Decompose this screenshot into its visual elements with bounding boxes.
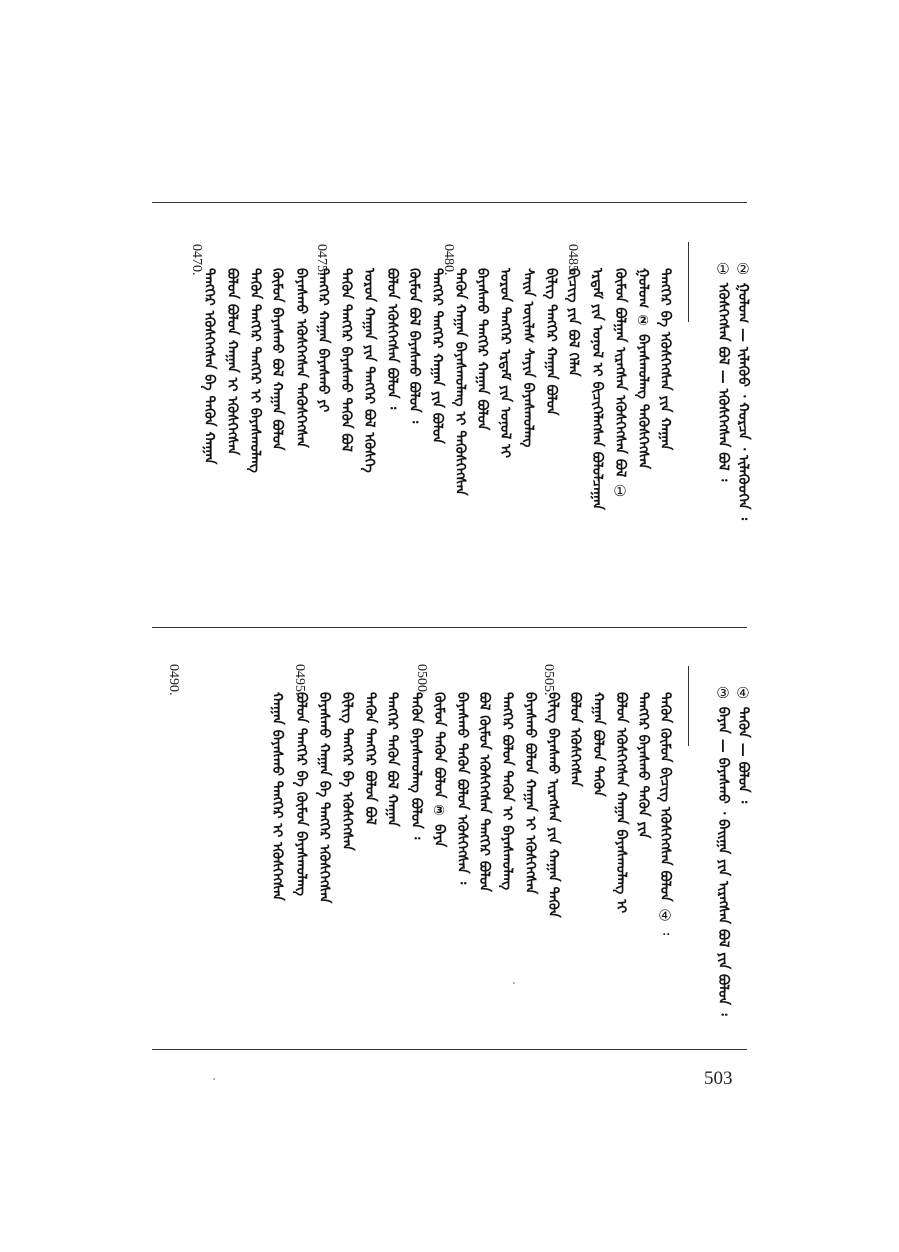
verse-line <box>449 268 471 496</box>
line-number: 0475. <box>314 244 329 276</box>
line-number: 0480. <box>441 244 456 276</box>
verse-line-text: ᠪᠢᠯᠢᠭ ᠲᠡᠩᠭᠡᠷ ᠪᠡ ᠡᠭᠦᠰᠬᠡᠭᠰᠡᠨ <box>339 692 355 851</box>
verse-line-text: ᠪᠢᠯᠢᠭ ᠲᠡᠩᠭᠡᠷ ᠬᠠᠭᠠᠨ ᠪᠣᠯᠤᠨ <box>543 268 559 416</box>
verse-line-text: ᠰᠠᠢᠨ ᠦᠢᠯᠡᠰ ᠰᠠᠶᠢᠨ ᠪᠠᠶᠠᠰᠬᠤᠯᠠᠩ <box>520 268 536 448</box>
verse-line-text: ᠡᠷᠳᠡᠮ ᠶᠢᠨ ᠣᠨᠣᠯ ᠢ ᠪᠢᠴᠢᠭᠡᠯᠡᠭᠰᠡᠨ ᠪᠣᠯᠤᠯᠴᠠᠭᠠᠨ <box>589 268 605 510</box>
footnote <box>712 260 734 481</box>
footnote-reference: ④ ᠄ <box>656 901 674 936</box>
verse-line-text: ᠲᠡᠩᠭᠡᠷ ᠬᠠᠭᠠᠨ ᠪᠠᠶᠠᠰᠬᠤ ᠶᠢ <box>315 268 331 413</box>
verse-line <box>381 268 403 409</box>
verse-line <box>198 268 220 464</box>
verse-line <box>519 692 541 894</box>
verse-line <box>426 268 448 444</box>
verse-line-text: ᠬᠦᠮᠦᠨ ᠲᠡᠭᠦᠨ ᠪᠣᠯᠤᠨ ③ ᠪᠠᠶᠠ <box>431 692 447 848</box>
line-number: 0505. <box>541 664 556 696</box>
verse-line <box>540 268 562 416</box>
footnote-text: ᠪᠠᠶᠠᠨ — ᠪᠠᠶᠠᠰᠬᠤ ᠂ ᠪᠠᠢᠭᠠ ᠶᠢᠨ ᠢᠷᠡᠭᠰᠡᠨ ᠪᠣᠯ ᠶᠢᠨ ᠪᠣᠯᠤᠨ ᠄ <box>715 706 731 1016</box>
verse-line <box>221 268 243 455</box>
line-number: 0485. <box>565 244 580 276</box>
scan-speck <box>213 1078 215 1080</box>
footnote-separator-top <box>688 242 689 322</box>
verse-line-text: ᠪᠠᠶᠠᠰᠬᠤ ᠲᠡᠩᠭᠡᠷ ᠬᠠᠭᠠᠨ ᠪᠣᠯᠤᠨ <box>474 268 490 431</box>
verse-line-text: ᠪᠠᠶᠠᠰᠬᠤ ᠲᠡᠭᠦᠨ ᠪᠣᠯᠤᠨ ᠡᠭᠦᠰᠬᠡᠭᠰᠡᠨ ᠄ <box>454 692 470 885</box>
verse-line-text: ᠪᠣᠯᠤᠨ ᠡᠭᠦᠰᠬᠡᠭᠰᠡᠨ <box>567 692 583 787</box>
verse-line-text: ᠪᠢᠴᠢᠭ ᠶᠢᠨ ᠪᠣᠯ ᠬᠡᠯᠡᠨ <box>565 268 581 377</box>
verse-line <box>473 692 495 892</box>
verse-line-text: ᠲᠡᠩᠭᠡᠷ ᠲᠡᠭᠦᠨ ᠪᠣᠯ ᠬᠠᠭᠠᠨ <box>384 692 400 827</box>
verse-line-text: ᠲᠡᠭᠦᠨ ᠲᠡᠩᠭᠡᠷ ᠪᠣᠯᠤᠨ ᠪᠣᠯ <box>362 692 378 825</box>
verse-line <box>632 268 654 469</box>
page-number: 503 <box>704 1068 733 1089</box>
top-divider <box>152 202 747 203</box>
verse-line-text: ᠬᠠᠭᠠᠨ ᠪᠠᠶᠠᠰᠬᠤ ᠲᠡᠩᠭᠡᠷ ᠢ ᠡᠭᠦᠰᠬᠡᠭᠰᠡᠨ <box>269 692 285 901</box>
verse-line <box>266 692 288 901</box>
verse-line <box>609 268 631 500</box>
verse-line <box>290 268 312 448</box>
verse-line <box>244 268 266 473</box>
verse-line-text: ᠪᠣᠯᠤᠨ ᠡᠭᠦᠰᠬᠡᠭᠰᠡᠨ ᠪᠣᠯᠤᠨ ᠄ <box>384 268 400 410</box>
verse-line-text: ᠬᠦᠮᠦᠨ ᠪᠠᠶᠠᠰᠬᠤ ᠪᠣᠯ ᠬᠠᠭᠠᠨ ᠪᠣᠯᠤᠨ <box>269 268 285 451</box>
verse-line <box>403 268 425 423</box>
line-number: 0495. <box>292 664 307 696</box>
line-number: 0500. <box>414 664 429 696</box>
footnote-text: ᠲᠡᠭᠦᠨ — ᠪᠣᠯᠤᠨ ᠄ <box>735 706 751 804</box>
footnote-marker: ① <box>714 260 732 283</box>
verse-line-text: ᠪᠠᠶᠠᠰᠬᠤ ᠪᠣᠯᠤᠨ ᠬᠠᠭᠠᠨ ᠢ ᠡᠭᠦᠰᠬᠡᠭᠰᠡᠨ <box>522 692 538 895</box>
verse-line-text: ᠲᠡᠩᠭᠡᠷ ᠪᠣᠯᠤᠨ ᠲᠡᠭᠦᠨ ᠢ ᠪᠠᠶᠠᠰᠬᠤᠯᠠᠩ <box>499 692 515 891</box>
verse-line-text: ᠪᠢᠯᠢᠭ ᠪᠠᠶᠠᠰᠬᠤ ᠢᠷᠡᠭᠰᠡᠨ ᠶᠢᠨ ᠬᠠᠭᠠᠨ ᠲᠡᠭᠦᠨ <box>545 692 561 918</box>
verse-line <box>359 692 381 825</box>
verse-line <box>471 268 493 430</box>
verse-line <box>290 692 312 896</box>
verse-line-text: ᠲᠡᠭᠦᠨ ᠲᠡᠩᠭᠡᠷ ᠲᠡᠩᠭᠡᠷ ᠢ ᠪᠠᠶᠠᠰᠬᠤᠯᠠᠩ <box>247 268 263 473</box>
verse-line-text: ᠪᠣᠯᠤᠨ ᠲᠡᠩᠭᠡᠷ ᠪᠡ ᠬᠦᠮᠦᠨ ᠪᠠᠶᠠᠰᠬᠤᠯᠠᠩ <box>293 692 309 897</box>
verse-line <box>336 692 358 851</box>
footnote-reference: ① <box>611 477 629 501</box>
verse-line <box>654 268 676 450</box>
verse-line-text: ᠪᠣᠯᠤᠨ ᠪᠣᠯᠤᠨ ᠬᠠᠭᠠᠨ ᠢ ᠡᠭᠦᠰᠬᠡᠭᠰᠡᠨ <box>224 268 240 456</box>
verse-line <box>654 692 676 935</box>
verse-line <box>494 268 516 458</box>
line-number: 0470. <box>189 244 204 276</box>
verse-line-text: ᠣᠷᠣᠨ ᠬᠠᠭᠠᠨ ᠶᠢᠨ ᠲᠡᠩᠭᠡᠷ ᠪᠣᠯ ᠡᠭᠦᠰᠬᠡ <box>361 268 377 473</box>
footnote-marker: ③ <box>714 684 732 707</box>
verse-line <box>542 692 564 918</box>
verse-line <box>313 692 335 903</box>
verse-line-text: ᠪᠣᠯᠤᠨ ᠡᠭᠦᠰᠬᠡᠭᠰᠡᠨ ᠬᠠᠭᠠᠨ ᠪᠠᠶᠠᠰᠬᠤᠯᠠᠩ ᠢ <box>613 692 629 914</box>
scan-speck <box>513 982 515 984</box>
verse-line-text: ᠲᠡᠭᠦᠨ ᠲᠡᠩᠭᠡᠷ ᠪᠠᠶᠠᠰᠬᠤ ᠲᠡᠭᠦᠨ ᠪᠣᠯ <box>338 268 354 452</box>
verse-line-text: ᠬᠠᠭᠠᠨ ᠪᠣᠯᠤᠨ ᠲᠡᠭᠦᠨ <box>590 692 606 797</box>
footnote <box>732 684 754 803</box>
verse-line <box>405 692 427 839</box>
verse-line <box>428 692 450 847</box>
verse-line-text: ᠪᠠᠶᠠᠰᠬᠤ ᠡᠭᠦᠰᠬᠡᠭᠰᠡᠨ ᠲᠡᠭᠦᠰᠬᠡᠭᠰᠡᠨ <box>293 268 309 448</box>
verse-line <box>358 268 380 473</box>
verse-line <box>451 692 473 884</box>
verse-line <box>586 268 608 510</box>
verse-line-text: ᠬᠦᠮᠦᠨ ᠪᠣᠯ ᠪᠠᠶᠠᠰᠬᠤ ᠪᠣᠯᠤᠨ ᠄ <box>406 268 422 424</box>
verse-line <box>632 692 654 838</box>
verse-line-text: ᠲᠡᠩᠭᠡᠷ ᠪᠡ ᠡᠭᠦᠰᠬᠡᠭᠰᠡᠨ ᠶᠢᠨ ᠬᠠᠭᠠᠨ <box>657 268 673 451</box>
verse-line-text: ᠲᠡᠩᠭᠡᠷ ᠲᠡᠩᠭᠡᠷ ᠬᠠᠭᠠᠨ ᠶᠢᠨ ᠪᠣᠯᠤᠨ <box>429 268 445 444</box>
verse-line <box>312 268 334 412</box>
middle-divider <box>152 627 747 628</box>
footnote <box>732 260 754 520</box>
verse-line <box>564 692 586 787</box>
verse-line-text: ᠲᠡᠩᠭᠡᠷ ᠪᠠᠶᠠᠰᠬᠤ ᠲᠡᠭᠦᠨ ᠶᠢᠨ <box>635 692 651 839</box>
verse-line <box>381 692 403 827</box>
footnote-text: ᠡᠭᠦᠰᠬᠡᠭᠰᠡᠨ ᠪᠣᠯ — ᠡᠭᠦᠰᠬᠡᠭᠰᠡᠨ ᠪᠣᠯ ᠄ <box>715 282 731 482</box>
verse-line-text: ᠲᠡᠭᠦᠨ ᠬᠠᠭᠠᠨ ᠪᠠᠶᠠᠰᠬᠤᠯᠠᠩ ᠢ ᠲᠡᠭᠦᠰᠬᠡᠭᠰᠡᠨ <box>452 268 468 496</box>
footnote-marker: ② <box>734 260 752 283</box>
verse-line-text: ᠲᠡᠩᠭᠡᠷ ᠡᠭᠦᠰᠬᠡᠭᠰᠡᠨ ᠪᠡ ᠲᠡᠭᠦᠨ ᠬᠠᠭᠠᠨ <box>201 268 217 465</box>
verse-line <box>335 268 357 452</box>
verse-line-text: ᠲᠡᠭᠦᠨ ᠬᠦᠮᠦᠨ ᠪᠢᠴᠢᠭ ᠡᠭᠦᠰᠬᠡᠭᠰᠡᠨ ᠪᠣᠯᠤᠨ <box>657 692 673 902</box>
footnote <box>712 684 734 1016</box>
verse-line-text: ᠲᠡᠭᠦᠨ ᠪᠠᠶᠠᠰᠬᠤᠯᠠᠩ ᠪᠣᠯᠤᠨ ᠄ <box>408 692 424 840</box>
verse-line-text: ᠪᠠᠶᠠᠰᠬᠤ ᠬᠠᠭᠠᠨ ᠪᠡ ᠲᠡᠩᠭᠡᠷ ᠡᠭᠦᠰᠬᠡᠭᠰᠡᠨ <box>316 692 332 904</box>
verse-line-text: ᠬᠦᠮᠦᠨ ᠪᠣᠯᠭᠠᠨ ᠢᠷᠡᠭᠰᠡᠨ ᠡᠭᠦᠰᠬᠡᠭᠰᠡᠨ ᠪᠣᠯ <box>612 268 628 478</box>
verse-line-text: ᠣᠷᠣᠨ ᠲᠡᠩᠭᠡᠷ ᠡᠷᠳᠡᠮ ᠶᠢᠨ ᠣᠨᠣᠯ ᠢ <box>497 268 513 459</box>
verse-line <box>496 692 518 890</box>
line-number: 0490. <box>166 664 181 696</box>
verse-line <box>517 268 539 447</box>
footnote-text: ᠭᠣᠯᠤᠭ — ᠢᠯᠡᠭᠦᠦ ᠂ ᠬᠤᠷᠴᠠ ᠂ ᠢᠯᠡᠭᠦᠦᠬᠡᠨ ᠄ <box>735 282 751 521</box>
bottom-divider <box>152 1049 747 1050</box>
verse-line-text: ᠭᠣᠯᠤᠭ ② ᠪᠠᠶᠠᠰᠬᠤᠯᠠᠩ ᠲᠡᠭᠦᠰᠬᠡᠭᠰᠡᠨ <box>635 268 651 470</box>
verse-line <box>562 268 584 377</box>
footnote-separator-bottom <box>688 666 689 746</box>
verse-line-text: ᠪᠣᠯ ᠬᠦᠮᠦᠨ ᠡᠭᠦᠰᠬᠡᠭᠰᠡᠨ ᠲᠡᠩᠭᠡᠷ ᠪᠣᠯᠤᠨ <box>476 692 492 892</box>
footnote-marker: ④ <box>734 684 752 707</box>
verse-line <box>587 692 609 797</box>
verse-line <box>610 692 632 913</box>
verse-line <box>266 268 288 450</box>
